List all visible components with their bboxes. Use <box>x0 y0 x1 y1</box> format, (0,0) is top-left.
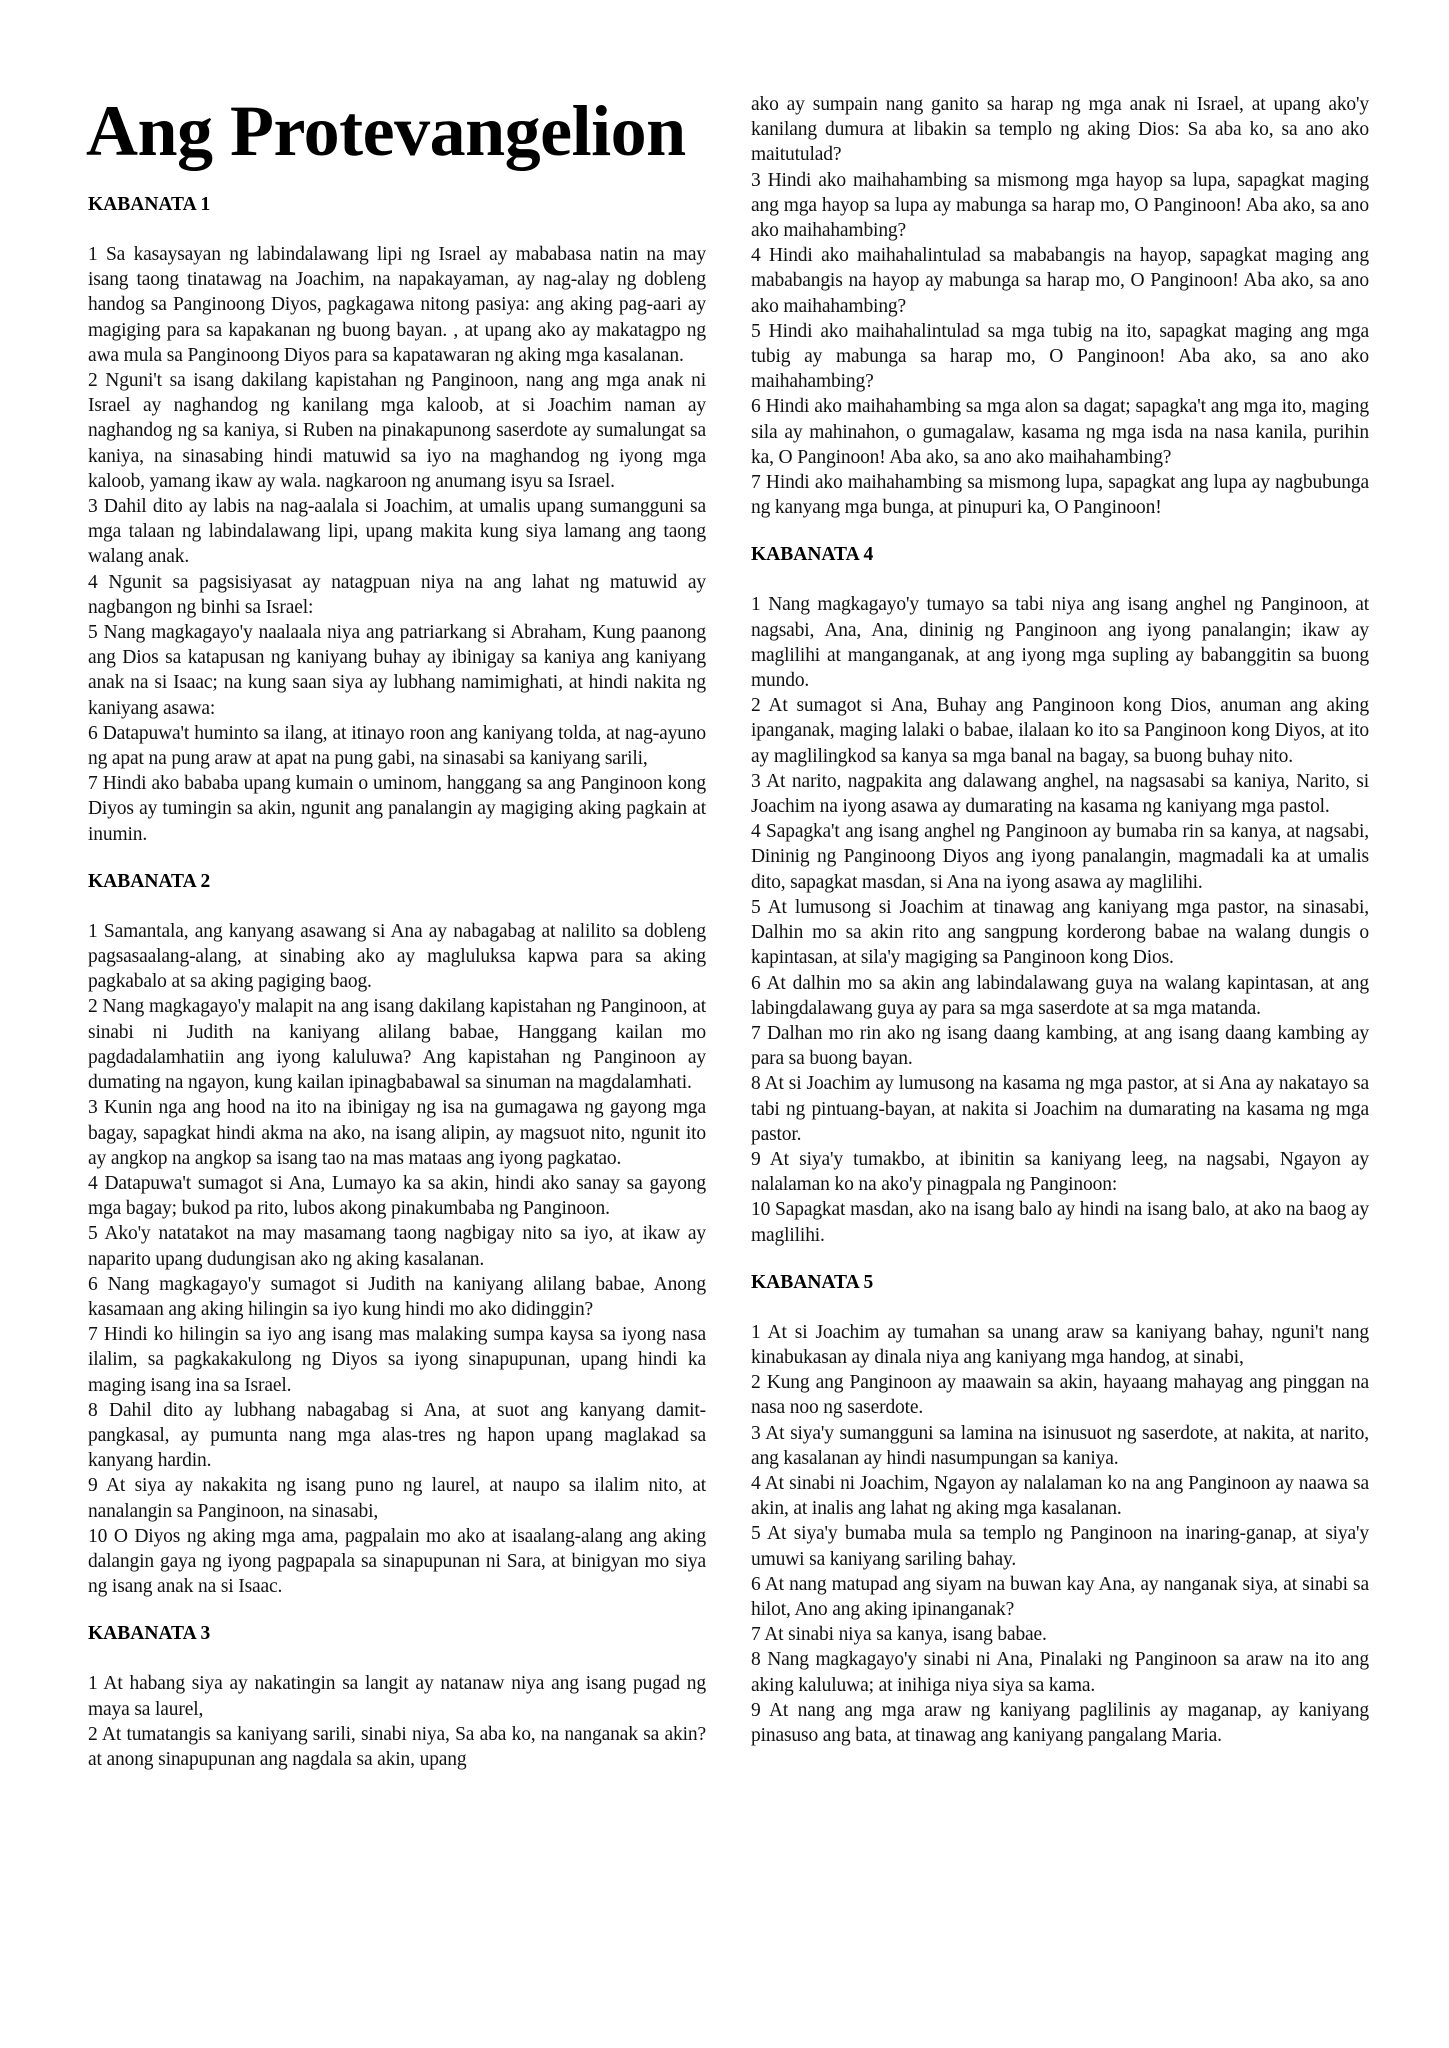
verse: 5 Hindi ako maihahalintulad sa mga tubig na ito, sapagkat maging ang mga tubig ay mabunga sa harap mo, O Panginoon! Aba ako, sa ano ako maihahambing? <box>751 320 1369 393</box>
verse: 3 Hindi ako maihahambing sa mismong mga hayop sa lupa, sapagkat maging ang mga hayop sa lupa ay mabunga sa harap mo, O Panginoon! Aba ako, sa ano ako maihahambing? <box>751 169 1369 242</box>
verse-list <box>88 242 706 847</box>
verse: 4 Sapagka't ang isang anghel ng Panginoon ay bumaba rin sa kanya, at nagsabi, Dininig ng Panginoong Diyos ang iyong panalangin, magmadali ka at umalis dito, sapagkat masdan, si Ana na iyong asawa ay maglilihi. <box>751 821 1369 893</box>
verse: 9 At nang ang mga araw ng kaniyang paglilinis ay maganap, ay kaniyang pinasuso ang bata, at tinawag ang kaniyang pangalang Maria. <box>751 1699 1369 1746</box>
verse: 7 At sinabi niya sa kanya, isang babae. <box>751 1624 1047 1646</box>
verse-list <box>751 92 1369 520</box>
verse: 5 Ako'y natatakot na may masamang taong nagbigay nito sa iyo, at ikaw ay naparito upang dudungisan ako ng aking kasalanan. <box>88 1223 706 1270</box>
verse: 1 At si Joachim ay tumahan sa unang araw sa kaniyang bahay, nguni't nang kinabukasan ay dinala niya ang kaniyang mga handog, at sinabi, <box>751 1321 1369 1368</box>
verse-list <box>751 1320 1369 1748</box>
verse: 2 At tumatangis sa kaniyang sarili, sinabi niya, Sa aba ko, na nanganak sa akin? at anong sinapupunan ang nagdala sa akin, upang <box>88 1723 706 1770</box>
left-column <box>88 88 706 1794</box>
verse: 6 Datapuwa't huminto sa ilang, at itinayo roon ang kaniyang tolda, at nag-ayuno ng apat na pung araw at apat na pung gabi, na sinasabi sa kaniyang sarili, <box>88 722 706 770</box>
verse: 3 Kunin nga ang hood na ito na ibinigay ng isa na gumagawa ng gayong mga bagay, sapagkat hindi akma na ako, na isang alipin, ay magsuot nito, ngunit ito ay angkop na angkop sa isang tao na mas mataas ang iyong pagkatao. <box>88 1097 706 1169</box>
chapter-1 <box>88 192 706 847</box>
chapter-3 <box>88 1621 706 1772</box>
verse: 7 Hindi ko hilingin sa iyo ang isang mas malaking sumpa kaysa sa iyong nasa ilalim, sa pagkakakulong ng Diyos sa iyong sinapupunan, upang hindi ka maging isang ina sa Israel. <box>88 1324 706 1396</box>
verse: 4 Datapuwa't sumagot si Ana, Lumayo ka sa akin, hindi ako sanay sa gayong mga bagay; bukod pa rito, lubos akong pinakumbaba ng Panginoon. <box>88 1172 706 1220</box>
verse: 6 At dalhin mo sa akin ang labindalawang guya na walang kapintasan, at ang labingdalawang guya ay para sa mga saserdote at sa mga matanda. <box>751 972 1369 1019</box>
chapter-4 <box>751 542 1369 1247</box>
verse: 4 At sinabi ni Joachim, Ngayon ay nalalaman ko na ang Panginoon ay naawa sa akin, at inalis ang lahat ng aking mga kasalanan. <box>751 1472 1369 1520</box>
verse: 2 Kung ang Panginoon ay maawain sa akin, hayaang mahayag ang pinggan na nasa noo ng saserdote. <box>751 1372 1369 1419</box>
chapter-heading: KABANATA 5 <box>751 1271 874 1293</box>
chapter-heading: KABANATA 2 <box>88 870 211 892</box>
verse: 9 At siya'y tumakbo, at ibinitin sa kaniyang leeg, na nagsabi, Ngayon ay nalalaman ko na ako'y pinagpala ng Panginoon: <box>751 1148 1369 1196</box>
verse: 6 At nang matupad ang siyam na buwan kay Ana, ay nanganak siya, at sinabi sa hilot, Ano ang aking ipinanganak? <box>751 1573 1369 1620</box>
verse-list <box>751 592 1369 1247</box>
verse: 1 At habang siya ay nakatingin sa langit ay natanaw niya ang isang pugad ng maya sa laurel, <box>88 1673 706 1720</box>
verse: 7 Dalhan mo rin ako ng isang daang kambing, at ang isang daang kambing ay para sa buong bayan. <box>751 1022 1369 1070</box>
right-column <box>751 92 1369 1770</box>
verse: 3 At narito, nagpakita ang dalawang anghel, na nagsasabi sa kaniya, Narito, si Joachim na iyong asawa ay dumarating na kasama ng kaniyang mga pastol. <box>751 770 1369 818</box>
verse-list <box>88 1671 706 1772</box>
chapter-2 <box>88 869 706 1599</box>
verse: 3 Dahil dito ay labis na nag-aalala si Joachim, at umalis upang sumangguni sa mga talaan ng labindalawang lipi, upang makita kung siya lamang ang taong walang anak. <box>88 496 706 568</box>
verse: 6 Hindi ako maihahambing sa mga alon sa dagat; sapagka't ang mga ito, maging sila ay mahinahon, o gumagalaw, kasama ng mga isda na nasa kanila, purihin ka, O Panginoon! Aba ako, sa ano ako maihahambing? <box>751 396 1369 468</box>
verse: 6 Nang magkagayo'y sumagot si Judith na kaniyang alilang babae, Anong kasamaan ang aking hilingin sa iyo kung hindi mo ako didinggin? <box>88 1273 706 1320</box>
verse-list <box>88 919 706 1599</box>
verse: 2 Nguni't sa isang dakilang kapistahan ng Panginoon, nang ang mga anak ni Israel ay naghandog ng kanilang mga kaloob, at si Joachim naman ay naghandog ng sa kaniya, si Ruben na pinakapunong saserdote ay sumalungat sa kaniya, na sinasabing hindi matuwid sa iyo na maghandog ng iyong mga kaloob, yamang ikaw ay wala. nagkaroon ng anumang isyu sa Israel. <box>88 370 706 492</box>
verse: 8 Nang magkagayo'y sinabi ni Ana, Pinalaki ng Panginoon sa araw na ito ang aking kaluluwa; at inihiga niya siya sa kama. <box>751 1649 1369 1696</box>
verse: 3 At siya'y sumangguni sa lamina na isinusuot ng saserdote, at nakita, at narito, ang kasalanan ay hindi nasumpungan sa kaniya. <box>751 1422 1369 1469</box>
verse: 4 Ngunit sa pagsisiyasat ay natagpuan niya na ang lahat ng matuwid ay nagbangon ng binhi sa Israel: <box>88 571 706 618</box>
verse: 10 Sapagkat masdan, ako na isang balo ay hindi na isang balo, at ako na baog ay maglilihi. <box>751 1199 1369 1246</box>
verse: 7 Hindi ako bababa upang kumain o uminom, hanggang sa ang Panginoon kong Diyos ay tumingin sa akin, ngunit ang panalangin ay magiging aking pagkain at inumin. <box>88 773 706 845</box>
verse: 8 Dahil dito ay lubhang nabagabag si Ana, at suot ang kanyang damit-pangkasal, ay pumunta nang mga alas-tres ng hapon upang maglakad sa kanyang hardin. <box>88 1399 706 1472</box>
verse: 5 At lumusong si Joachim at tinawag ang kaniyang mga pastor, na sinasabi, Dalhin mo sa akin rito ang sangpung korderong babae na walang dungis o kapintasan, at sila'y magiging sa Panginoon kong Dios. <box>751 896 1369 969</box>
verse: 1 Sa kasaysayan ng labindalawang lipi ng Israel ay mababasa natin na may isang taong tinatawag na Joachim, na napakayaman, ay nag-alay ng dobleng handog sa Panginoong Diyos, pagkagawa nitong pasiya: ang aking pag-aari ay magiging para sa kapakanan ng buong bayan. , at upang ako ay makatagpo ng awa mula sa Panginoong Diyos para sa kapatawaran ng aking mga kasalanan. <box>88 244 706 366</box>
verse: 7 Hindi ako maihahambing sa mismong lupa, sapagkat ang lupa ay nagbubunga ng kanyang mga bunga, at pinupuri ka, O Panginoon! <box>751 472 1369 519</box>
verse: 9 At siya ay nakakita ng isang puno ng laurel, at naupo sa ilalim nito, at nanalangin sa Panginoon, na sinasabi, <box>88 1475 706 1522</box>
document-title: Ang Protevangelion <box>86 91 686 171</box>
verse: 2 Nang magkagayo'y malapit na ang isang dakilang kapistahan ng Panginoon, at sinabi ni Judith na kaniyang alilang babae, Hanggang kailan mo pagdadalamhatiin ang iyong kaluluwa? Ang kapistahan ng Panginoon ay dumating na ngayon, kung kailan ipinagbabawal sa sinuman na magdalamhati. <box>88 996 706 1094</box>
verse: 8 At si Joachim ay lumusong na kasama ng mga pastor, at si Ana ay nakatayo sa tabi ng pintuang-bayan, at nakita si Joachim na dumarating na kasama ng mga pastor. <box>751 1073 1369 1145</box>
chapter-heading: KABANATA 1 <box>88 194 211 215</box>
verse: 5 Nang magkagayo'y naalaala niya ang patriarkang si Abraham, Kung paanong ang Dios sa katapusan ng kaniyang buhay ay ibinigay sa kaniya ang kaniyang anak na si Isaac; na kung saan siya ay lubhang namimighati, at hindi nakita ng kaniyang asawa: <box>88 622 706 719</box>
chapter-3-continued <box>751 92 1369 520</box>
chapter-heading: KABANATA 4 <box>751 544 874 566</box>
verse: 2 At sumagot si Ana, Buhay ang Panginoon kong Dios, anuman ang aking ipanganak, maging lalaki o babae, ilalaan ko ito sa Panginoon kong Diyos, at ito ay maglilingkod sa kanya sa mga banal na bagay, sa buong buhay nito. <box>751 695 1369 767</box>
chapter-5 <box>751 1270 1369 1748</box>
verse: 1 Samantala, ang kanyang asawang si Ana ay nabagabag at nalilito sa dobleng pagsasaalang-alang, at sinabing ako ay magluluksa kapwa para sa aking pagkabalo at sa aking pagiging baog. <box>88 920 706 993</box>
verse: 1 Nang magkagayo'y tumayo sa tabi niya ang isang anghel ng Panginoon, at nagsabi, Ana, Ana, dininig ng Panginoon ang iyong panalangin; ikaw ay maglilihi at manganganak, at ang iyong mga supling ay babanggitin sa buong mundo. <box>751 594 1369 692</box>
verse: 5 At siya'y bumaba mula sa templo ng Panginoon na inaring-ganap, at siya'y umuwi sa kaniyang sariling bahay. <box>751 1523 1369 1570</box>
verse-continuation: ako ay sumpain nang ganito sa harap ng mga anak ni Israel, at upang ako'y kanilang dumura at libakin sa templo ng aking Dios: Sa aba ko, sa ano ako maitutulad? <box>751 94 1369 166</box>
verse: 10 O Diyos ng aking mga ama, pagpalain mo ako at isaalang-alang ang aking dalangin gaya ng iyong pagpapala sa sinapupunan ni Sara, at binigyan mo siya ng isang anak na si Isaac. <box>88 1525 706 1598</box>
verse: 4 Hindi ako maihahalintulad sa mababangis na hayop, sapagkat maging ang mababangis na hayop ay mabunga sa harap mo, O Panginoon! Aba ako, sa ano ako maihahambing? <box>751 245 1369 317</box>
chapter-heading: KABANATA 3 <box>88 1623 211 1645</box>
